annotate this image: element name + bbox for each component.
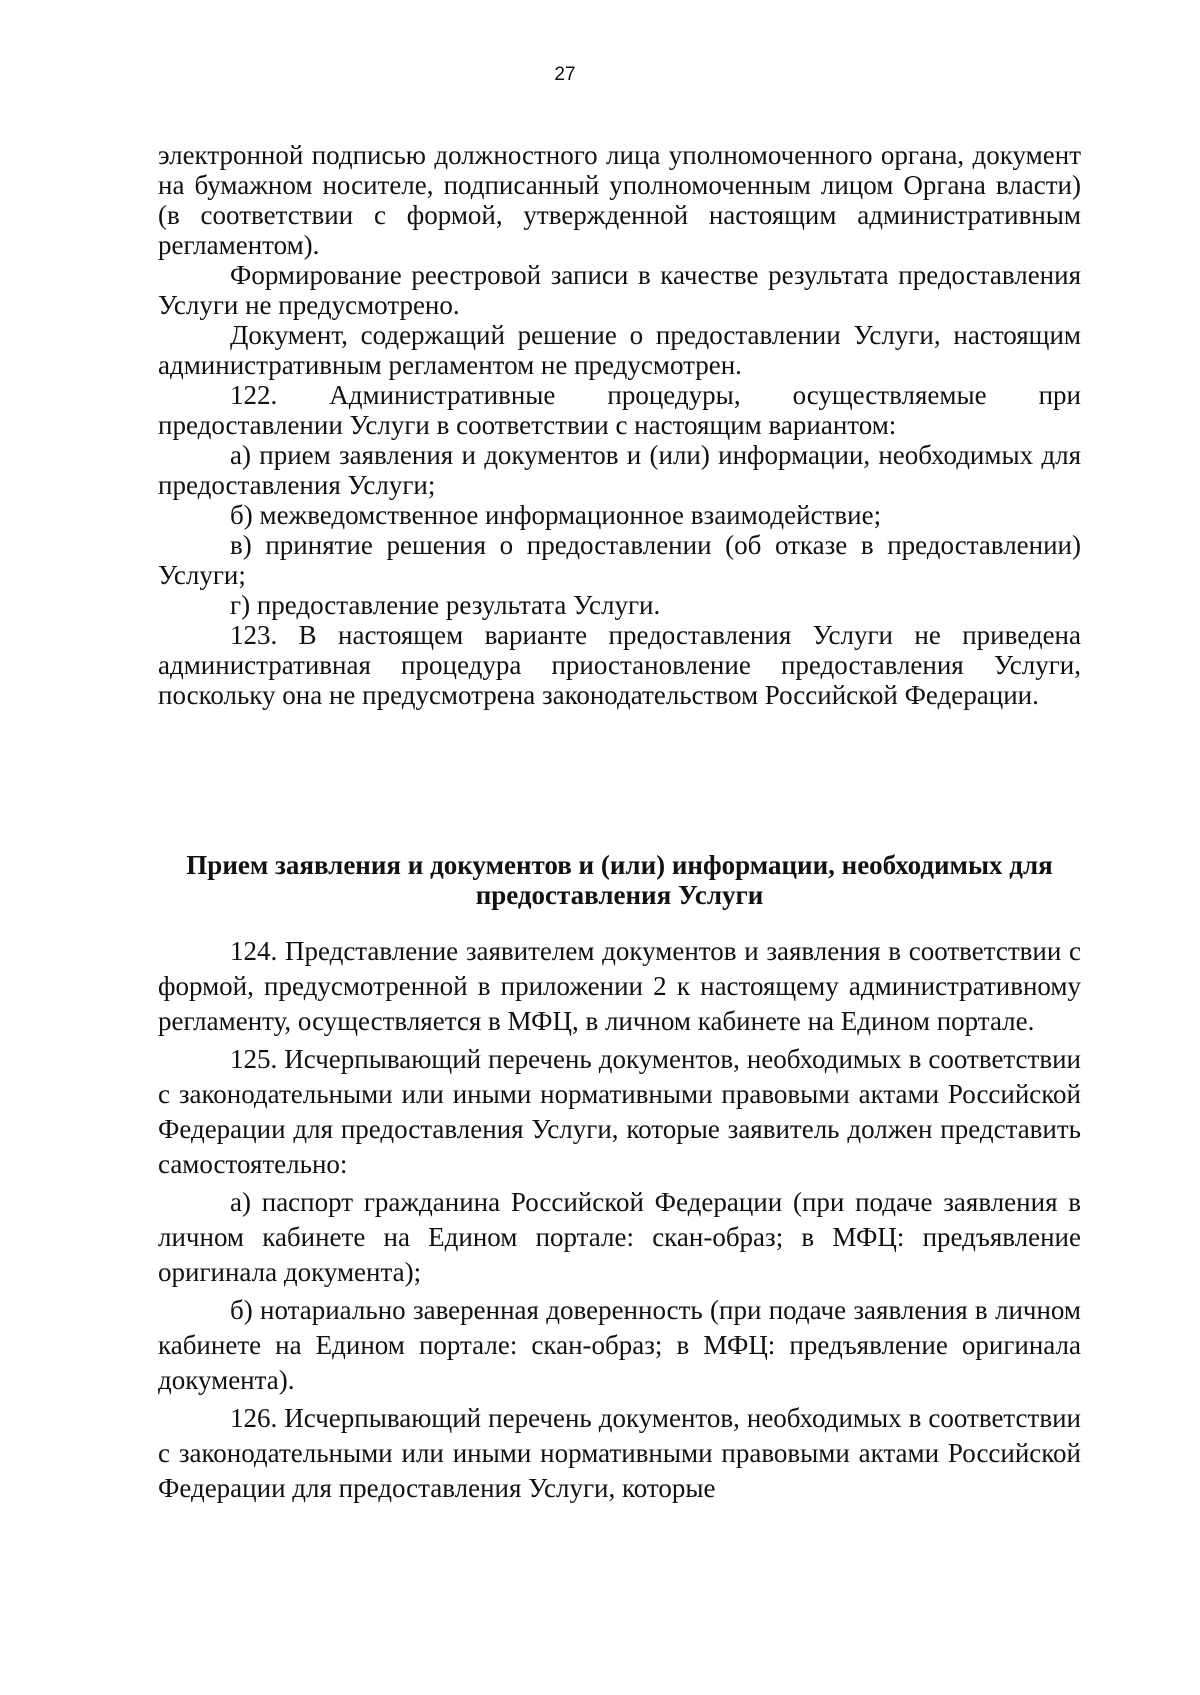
paragraph-123: 123. В настоящем варианте предоставления Услуги не приведена административная процедура приостановление предоставления Услуги, поскольку она не предусмотрена законодательством Российской Федерации. xyxy=(158,620,1081,710)
list-item-122-b: б) межведомственное информационное взаимодействие; xyxy=(230,500,882,530)
list-item-122-a: а) прием заявления и документов и (или) информации, необходимых для предоставления Услуги; xyxy=(158,440,1081,500)
paragraph-125: 125. Исчерпывающий перечень документов, необходимых в соответствии с законодательными или иными нормативными правовыми актами Российской Федерации для предоставления Услуги, которые заявитель должен представить самостоятельно: xyxy=(158,1044,1081,1179)
paragraph-126: 126. Исчерпывающий перечень документов, необходимых в соответствии с законодательными или иными нормативными правовыми актами Российской Федерации для предоставления Услуги, которые xyxy=(158,1403,1081,1503)
list-item-125-b: б) нотариально заверенная доверенность (при подаче заявления в личном кабинете на Едином портале: скан-образ; в МФЦ: предъявление оригинала документа). xyxy=(158,1295,1081,1395)
paragraph-continuation: электронной подписью должностного лица уполномоченного органа, документ на бумажном носителе, подписанный уполномоченным лицом Органа власти) (в соответствии с формой, утвержденной настоящим административным регламентом). xyxy=(158,140,1081,260)
list-item-122-v: в) принятие решения о предоставлении (об отказе в предоставлении) Услуги; xyxy=(158,530,1081,590)
paragraph-decision-document: Документ, содержащий решение о предоставлении Услуги, настоящим административным регламентом не предусмотрен. xyxy=(158,320,1081,380)
page-number: 27 xyxy=(554,64,576,85)
paragraph-124: 124. Представление заявителем документов и заявления в соответствии с формой, предусмотренной в приложении 2 к настоящему административному регламенту, осуществляется в МФЦ, в личном кабинете на Едином портале. xyxy=(158,936,1081,1036)
section-heading-line-2: предоставления Услуги xyxy=(475,880,764,910)
section-heading-line-1: Прием заявления и документов и (или) информации, необходимых для xyxy=(186,850,1053,880)
list-item-125-a: а) паспорт гражданина Российской Федерации (при подаче заявления в личном кабинете на Едином портале: скан-образ; в МФЦ: предъявление оригинала документа); xyxy=(158,1187,1081,1287)
section-heading xyxy=(158,850,1081,910)
section-application-intake xyxy=(158,934,1081,1509)
paragraph-122: 122. Административные процедуры, осуществляемые при предоставлении Услуги в соответствии с настоящим вариантом: xyxy=(158,380,1081,440)
paragraph-registry-record: Формирование реестровой записи в качестве результата предоставления Услуги не предусмотрено. xyxy=(158,260,1081,320)
list-item-122-g: г) предоставление результата Услуги. xyxy=(230,590,661,620)
section-procedures xyxy=(158,140,1081,710)
